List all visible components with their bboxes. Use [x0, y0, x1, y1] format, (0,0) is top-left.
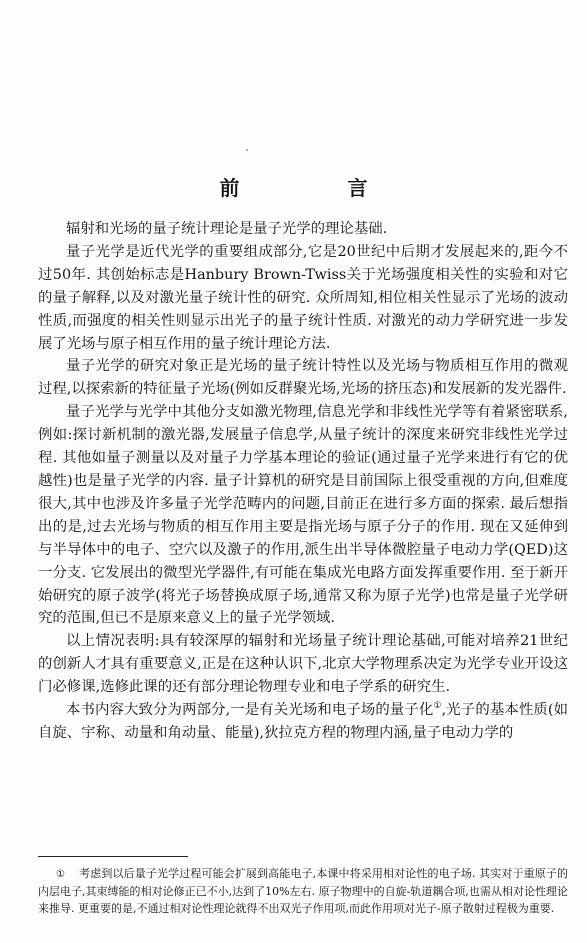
footnote-marker: ①: [56, 869, 66, 880]
footnote-text: 考虑到以后量子光学过程可能会扩展到高能电子,本课中将采用相对论性的电子场. 其实对于重原子的内层电子,其束缚能的相对论修正已不小,达到了10%左右. 原子物理中的自旋-轨道耦合项,也需从相对论性理论来推导. 更重要的是,不通过相对论性理论就得不出双光子作用项,而此作用项对光子-原子散射过程极为重要.: [38, 867, 568, 916]
paragraph-2: 量子光学是近代光学的重要组成部分,它是20世纪中后期才发展起来的,距今不过50年. 其创始标志是Hanbury Brown-Twiss关于光场强度相关性的实验和对它的量子解释,以及对激光量子统计性的研究. 众所周知,相位相关性显示了光场的波动性质,而强度的相关性则显示出光子的量子统计性质. 对激光的动力学研究进一步发展了光场与原子相互作用的量子统计理论方法.: [38, 243, 568, 352]
paragraph-5: 以上情况表明:具有较深厚的辐射和光场量子统计理论基础,可能对培养21世纪的创新人才具有重要意义,正是在这种认识下,北京大学物理系决定为光学专业开设这门必修课,选修此课的还有部分理论物理专业和电子学系的研究生.: [38, 633, 568, 696]
footnote-reference[interactable]: ①: [433, 701, 442, 712]
paragraph-1: 辐射和光场的量子统计理论是量子光学的理论基础.: [66, 221, 388, 237]
footnote-paragraph: [38, 865, 568, 918]
scan-speck: [246, 149, 248, 151]
paragraph-3: 量子光学的研究对象正是光场的量子统计特性以及光场与物质相互作用的微观过程,以探索新的特征量子光场(例如反群聚光场,光场的挤压态)和发展新的发光器件.: [38, 358, 568, 398]
footnote: [38, 865, 568, 918]
paragraph-4: 量子光学与光学中其他分支如激光物理,信息光学和非线性光学等有着紧密联系,例如:探讨新机制的激光器,发展量子信息学,从量子统计的深度来研究非线性光学过程. 其他如量子测量以及对量子力学基本理论的验证(通过量子光学来进行有它的优越性)也是量子光学的内容. 量子计算机的研究是目前国际上很受重视的方向,但难度很大,其中也涉及许多量子光学范畴内的问题,目前正在进行多方面的探索. 最后想指出的是,过去光场与物质的相互作用主要是指光场与原子分子的作用. 现在又延伸到与半导体中的电子、空穴以及激子的作用,派生出半导体微腔量子电动力学(QED)这一分支. 它发展出的微型光学器件,有可能在集成光电路方面发挥重要作用. 至于新开始研究的原子波学(将光子场替换成原子场,通常又称为原子光学)也常是量子光学研究的范围,但已不是原来意义上的量子光学领域.: [38, 404, 568, 627]
body-text: [38, 218, 568, 745]
page-title: 前 言: [219, 176, 412, 200]
paragraph-6: [38, 699, 568, 745]
paragraph-6-text-end: ,光子的基本性质(如自旋、宇称、动量和角动量、能量),狄拉克方程的物理内涵,量子电动力学的: [38, 702, 568, 741]
footnote-divider: [38, 856, 188, 857]
paragraph-6-text-start: 本书内容大致分为两部分,一是有关光场和电子场的量子化: [66, 702, 434, 719]
